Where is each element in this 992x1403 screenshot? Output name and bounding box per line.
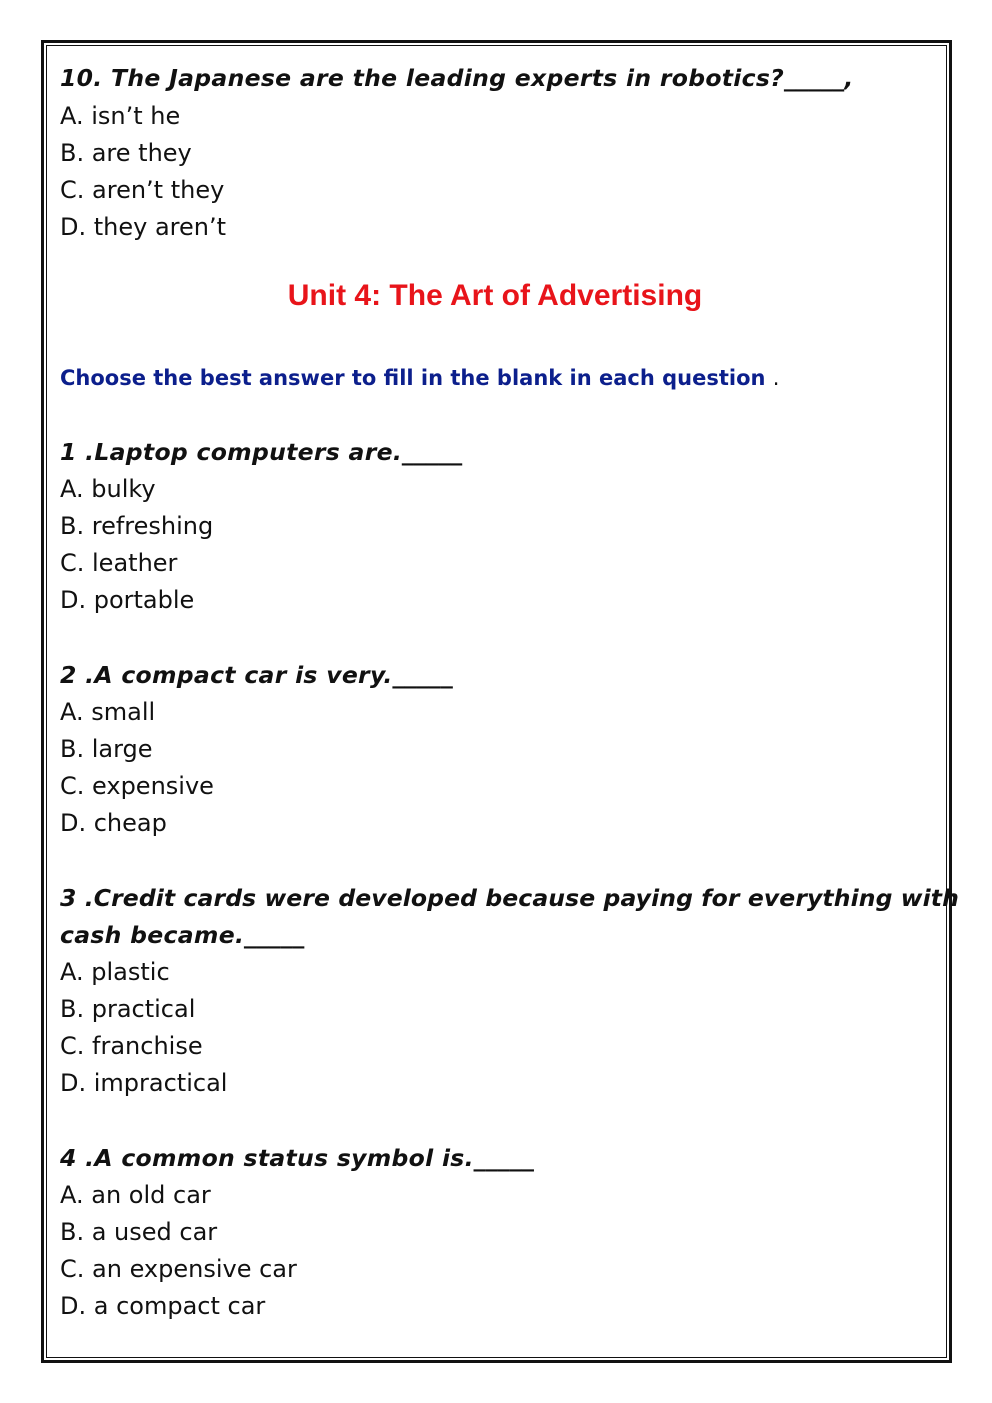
question-3-stem-line1: 3 .Credit cards were developed because paying for everything with bbox=[60, 884, 959, 912]
question-3-option-d: D. impractical bbox=[60, 1069, 228, 1097]
question-1-option-d: D. portable bbox=[60, 586, 195, 614]
question-10-option-a: A. isn’t he bbox=[60, 102, 181, 130]
instruction bbox=[60, 364, 779, 392]
question-2-option-b: B. large bbox=[60, 735, 153, 763]
question-2-option-d: D. cheap bbox=[60, 809, 167, 837]
question-4-option-d: D. a compact car bbox=[60, 1292, 266, 1320]
question-4-option-b: B. a used car bbox=[60, 1218, 218, 1246]
question-10-option-b: B. are they bbox=[60, 139, 192, 167]
question-1-option-b: B. refreshing bbox=[60, 512, 214, 540]
question-1-option-c: C. leather bbox=[60, 549, 178, 577]
instruction-period: . bbox=[772, 366, 780, 390]
question-2-option-c: C. expensive bbox=[60, 772, 214, 800]
question-4-option-a: A. an old car bbox=[60, 1181, 211, 1209]
question-2-option-a: A. small bbox=[60, 698, 156, 726]
question-1-option-a: A. bulky bbox=[60, 475, 156, 503]
question-10-option-c: C. aren’t they bbox=[60, 176, 225, 204]
unit-title: Unit 4: The Art of Advertising bbox=[287, 279, 703, 312]
question-4-option-c: C. an expensive car bbox=[60, 1255, 297, 1283]
question-1-stem: 1 .Laptop computers are._____ bbox=[60, 438, 463, 466]
question-3-stem-line2: cash became._____ bbox=[60, 921, 305, 949]
question-4-stem: 4 .A common status symbol is._____ bbox=[60, 1144, 535, 1172]
question-10-stem: 10. The Japanese are the leading experts in robotics?_____, bbox=[60, 64, 854, 92]
question-3-option-c: C. franchise bbox=[60, 1032, 203, 1060]
question-10-option-d: D. they aren’t bbox=[60, 213, 227, 241]
question-3-option-b: B. practical bbox=[60, 995, 196, 1023]
instruction-text: Choose the best answer to fill in the blank in each question bbox=[60, 366, 766, 390]
question-3-option-a: A. plastic bbox=[60, 958, 170, 986]
question-2-stem: 2 .A compact car is very._____ bbox=[60, 661, 453, 689]
